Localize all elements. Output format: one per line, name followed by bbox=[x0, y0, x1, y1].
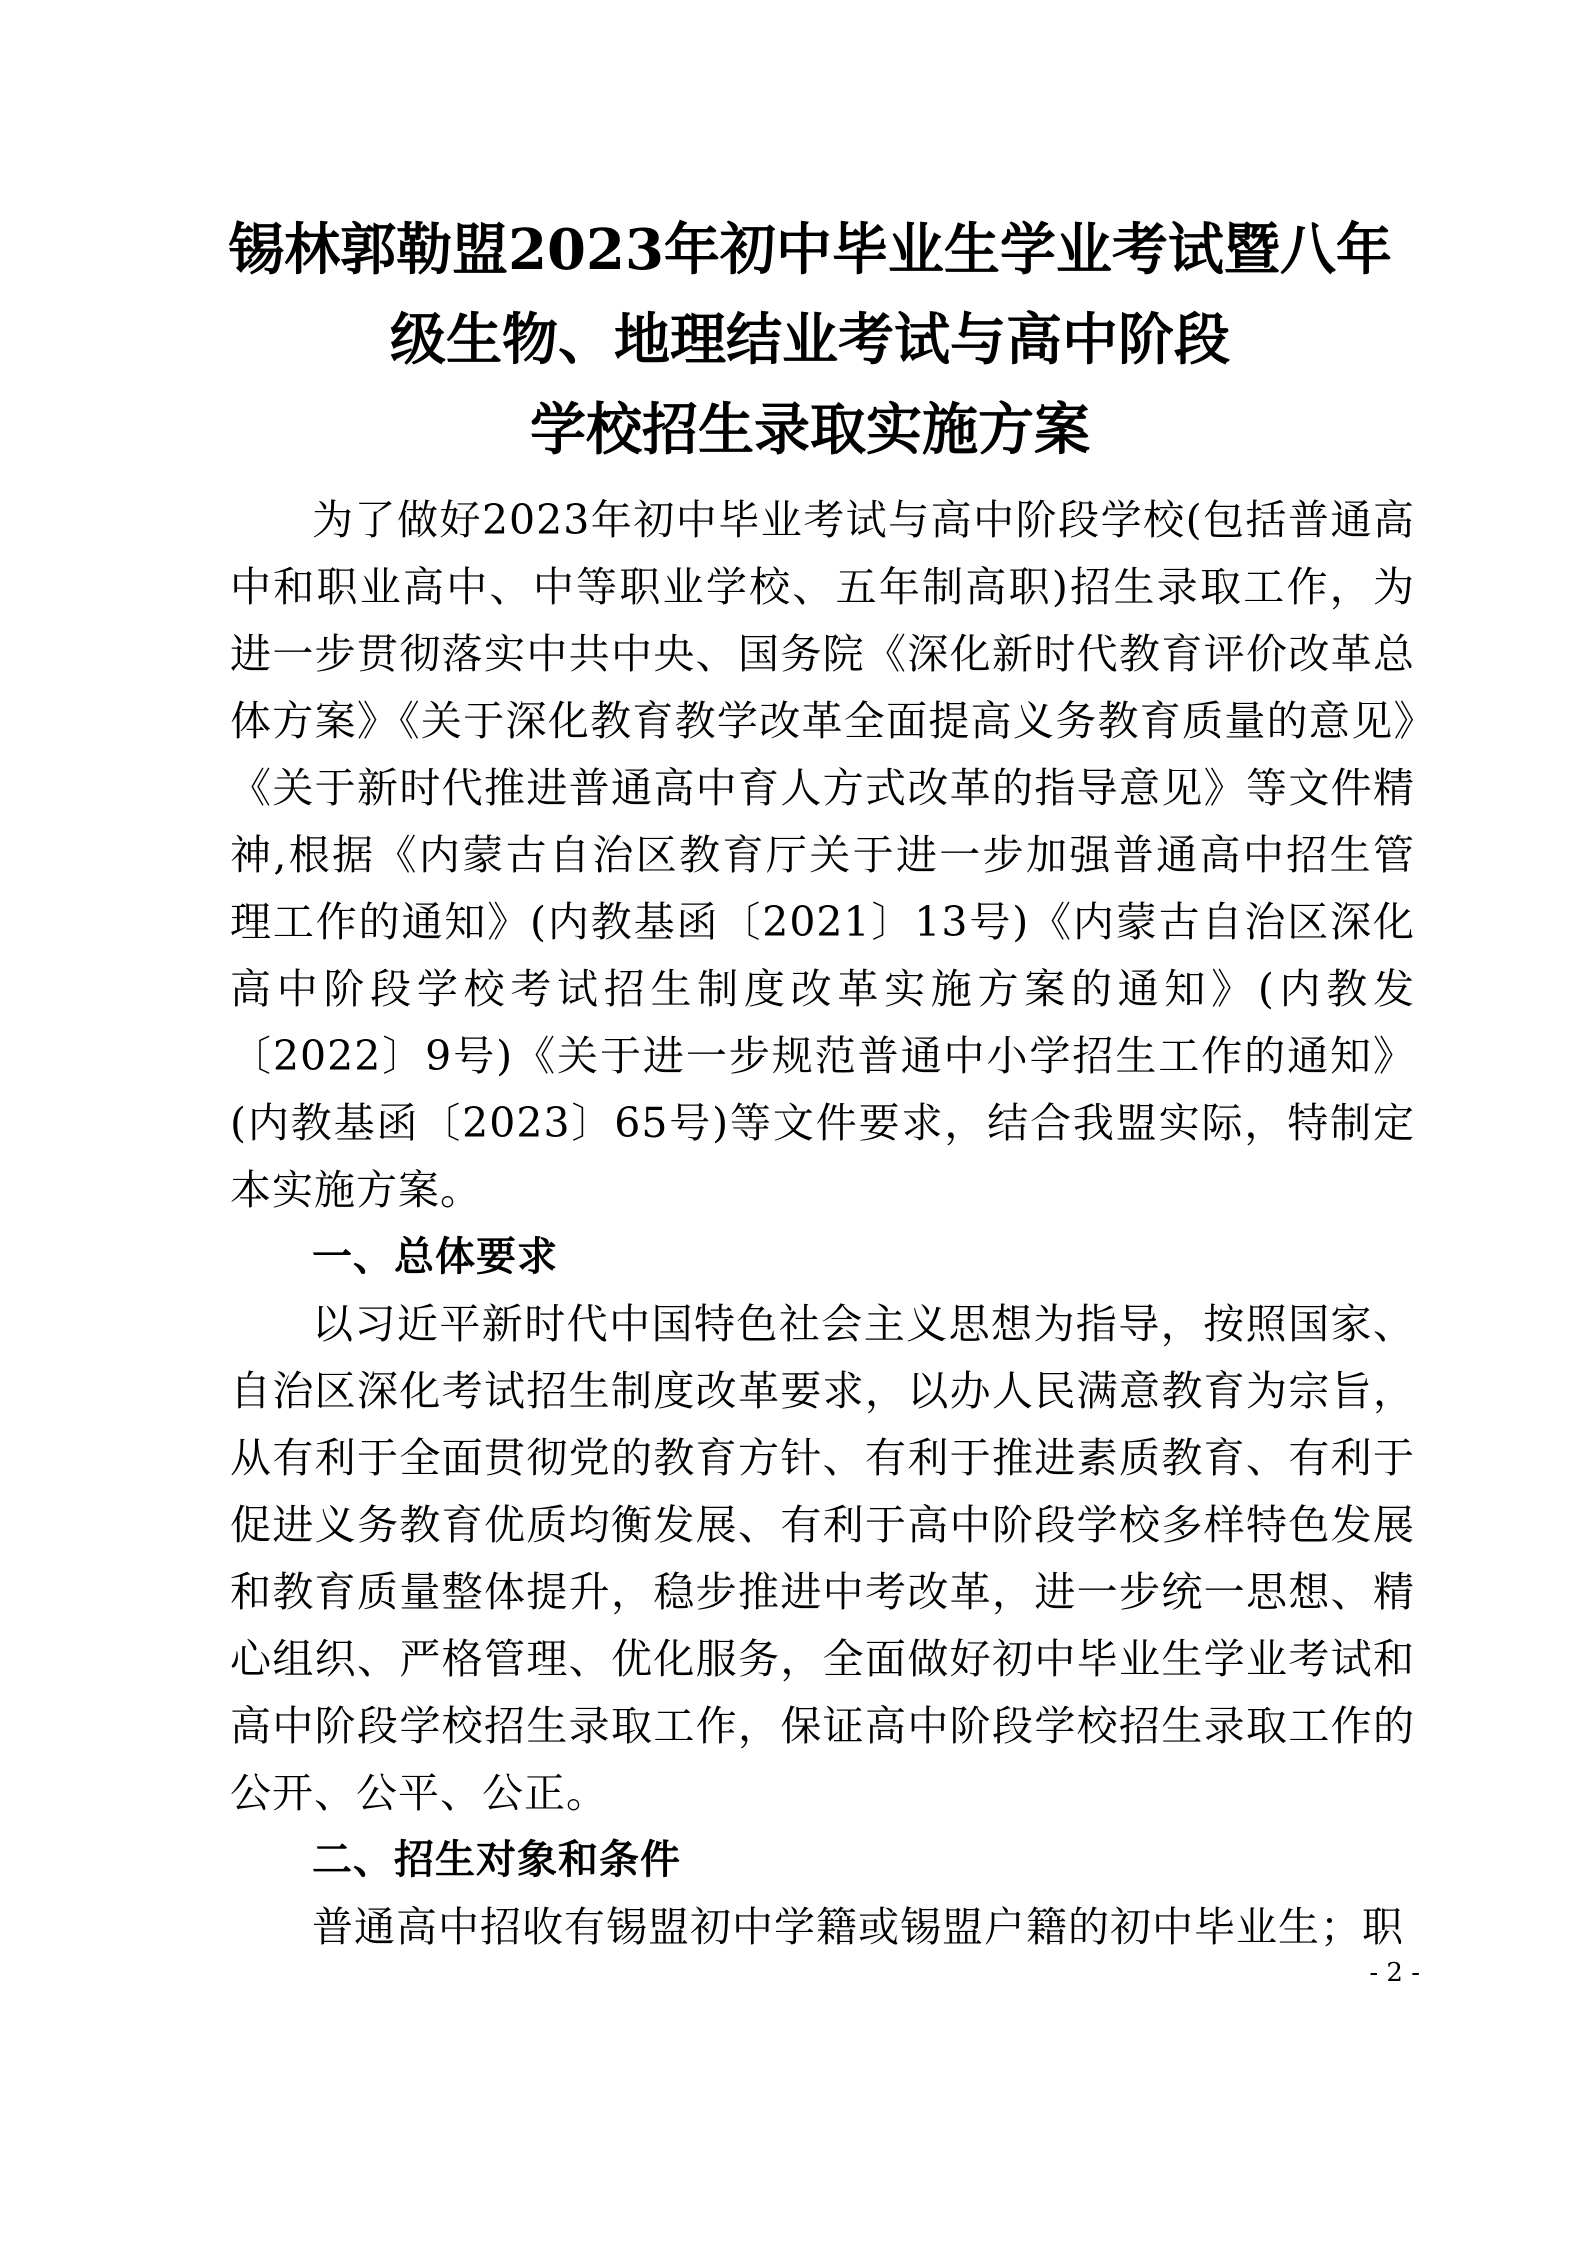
document-title bbox=[200, 205, 1420, 475]
page-number: - 2 - bbox=[1369, 1958, 1420, 1988]
section-heading-general-requirements: 一、总体要求 bbox=[312, 1234, 558, 1280]
enrollment-targets-paragraph: 普通高中招收有锡盟初中学籍或锡盟户籍的初中毕业生；职 bbox=[312, 1903, 1404, 1951]
title-line-1: 锡林郭勒盟2023年初中毕业生学业考试暨八年 bbox=[228, 217, 1392, 283]
general-requirements-paragraph: 以习近平新时代中国特色社会主义思想为指导，按照国家、自治区深化考试招生制度改革要求，以办人民满意教育为宗旨，从有利于全面贯彻党的教育方针、有利于推进素质教育、有利于促进义务教育优质均衡发展、有利于高中阶段学校多样特色发展和教育质量整体提升，稳步推进中考改革，进一步统一思想、精心组织、严格管理、优化服务，全面做好初中毕业生学业考试和高中阶段学校招生录取工作，保证高中阶段学校招生录取工作的公开、公平、公正。 bbox=[230, 1300, 1415, 1817]
title-line-3: 学校招生录取实施方案 bbox=[530, 397, 1090, 463]
section-heading-enrollment-targets: 二、招生对象和条件 bbox=[312, 1837, 681, 1883]
document-body bbox=[230, 487, 1415, 1961]
title-line-2: 级生物、地理结业考试与高中阶段 bbox=[390, 307, 1230, 373]
intro-paragraph: 为了做好2023年初中毕业考试与高中阶段学校(包括普通高中和职业高中、中等职业学校、五年制高职)招生录取工作，为进一步贯彻落实中共中央、国务院《深化新时代教育评价改革总体方案》《关于深化教育教学改革全面提高义务教育质量的意见》《关于新时代推进普通高中育人方式改革的指导意见》等文件精神,根据《内蒙古自治区教育厅关于进一步加强普通高中招生管理工作的通知》(内教基函〔2021〕13号)《内蒙古自治区深化高中阶段学校考试招生制度改革实施方案的通知》(内教发〔2022〕9号)《关于进一步规范普通中小学招生工作的通知》(内教基函〔2023〕65号)等文件要求，结合我盟实际，特制定本实施方案。 bbox=[230, 496, 1415, 1214]
